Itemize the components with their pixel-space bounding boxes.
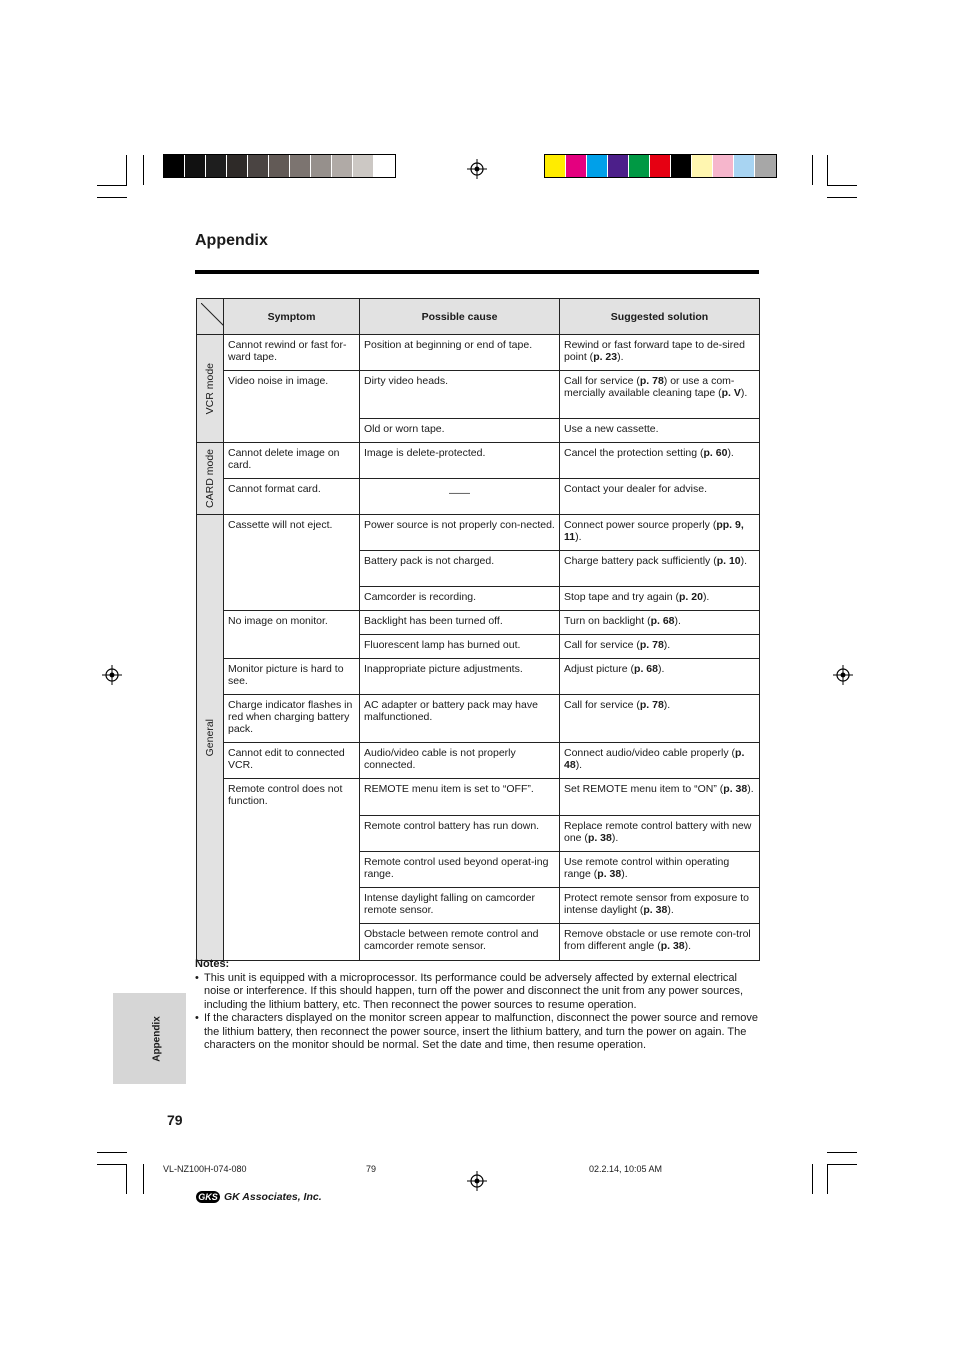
- crop-mark: [97, 185, 127, 186]
- color-swatch: [311, 155, 332, 177]
- color-swatch: [566, 155, 587, 177]
- header-symptom: Symptom: [224, 299, 360, 335]
- solution-cell: Cancel the protection setting (p. 60).: [560, 443, 760, 479]
- crop-mark: [827, 1164, 857, 1165]
- company-name: GK Associates, Inc.: [224, 1191, 322, 1203]
- registration-mark-icon: [833, 665, 853, 685]
- solution-cell: Replace remote control battery with new one (p. 38).: [560, 816, 760, 852]
- color-swatch: [587, 155, 608, 177]
- color-swatch: [269, 155, 290, 177]
- group-label-cell: [197, 443, 224, 515]
- solution-cell: Use a new cassette.: [560, 419, 760, 443]
- crop-mark: [827, 185, 857, 186]
- header-cause: Possible cause: [360, 299, 560, 335]
- color-swatch: [206, 155, 227, 177]
- color-swatch: [608, 155, 629, 177]
- cause-cell: Audio/video cable is not properly connected.: [360, 743, 560, 779]
- symptom-cell: Remote control does not function.: [224, 779, 360, 961]
- cause-cell: Remote control battery has run down.: [360, 816, 560, 852]
- cause-cell: REMOTE menu item is set to “OFF”.: [360, 779, 560, 816]
- color-swatch: [692, 155, 713, 177]
- cause-cell: [360, 479, 560, 515]
- cause-cell: Remote control used beyond operat-ing range.: [360, 852, 560, 888]
- color-swatch: [353, 155, 374, 177]
- cause-cell: Obstacle between remote control and camcorder remote sensor.: [360, 924, 560, 961]
- cause-cell: Power source is not properly con-nected.: [360, 515, 560, 551]
- registration-mark-icon: [467, 1171, 487, 1191]
- footer-file: VL-NZ100H-074-080: [163, 1164, 247, 1174]
- crop-mark: [143, 155, 144, 185]
- cause-cell: Position at beginning or end of tape.: [360, 335, 560, 371]
- table-row: [197, 659, 760, 695]
- note-item: • If the characters displayed on the monitor screen appear to malfunction, disconnect the power source and remove the lithium battery, then reconnect the power source, insert the lithium battery, and turn the power on again. The characters on the monitor should be normal. Set the date and time, then resume operation.: [195, 1012, 759, 1053]
- color-swatch: [650, 155, 671, 177]
- table-row: [197, 695, 760, 743]
- crop-mark: [812, 1164, 813, 1194]
- header-solution: Suggested solution: [560, 299, 760, 335]
- title-rule: [195, 270, 759, 274]
- symptom-cell: Monitor picture is hard to see.: [224, 659, 360, 695]
- symptom-cell: Cannot format card.: [224, 479, 360, 515]
- company-credit: [196, 1191, 322, 1203]
- color-swatch: [374, 155, 395, 177]
- color-swatch: [164, 155, 185, 177]
- color-swatch: [227, 155, 248, 177]
- table-corner: [197, 299, 224, 335]
- symptom-cell: Cannot rewind or fast for-ward tape.: [224, 335, 360, 371]
- cause-dash: ——: [449, 487, 470, 499]
- table-row: [197, 515, 760, 551]
- side-tab: [113, 993, 186, 1084]
- table-header-row: [197, 299, 760, 335]
- symptom-cell: Video noise in image.: [224, 371, 360, 443]
- solution-cell: Connect audio/video cable properly (p. 48).: [560, 743, 760, 779]
- solution-cell: Adjust picture (p. 68).: [560, 659, 760, 695]
- grayscale-color-bar: [163, 154, 396, 178]
- color-swatch: [290, 155, 311, 177]
- solution-cell: Call for service (p. 78).: [560, 695, 760, 743]
- group-label-cell: [197, 515, 224, 961]
- solution-cell: Connect power source properly (pp. 9, 11).: [560, 515, 760, 551]
- crop-mark: [97, 197, 127, 198]
- solution-cell: Contact your dealer for advise.: [560, 479, 760, 515]
- crop-mark: [126, 155, 127, 185]
- solution-cell: Rewind or fast forward tape to de-sired point (p. 23).: [560, 335, 760, 371]
- symptom-cell: Charge indicator flashes in red when charging battery pack.: [224, 695, 360, 743]
- solution-cell: Remove obstacle or use remote con-trol from different angle (p. 38).: [560, 924, 760, 961]
- group-label-cell: [197, 335, 224, 443]
- troubleshooting-table: [196, 298, 760, 961]
- solution-cell: Use remote control within operating range (p. 38).: [560, 852, 760, 888]
- color-swatch: [671, 155, 692, 177]
- symptom-cell: Cannot delete image on card.: [224, 443, 360, 479]
- symptom-cell: Cannot edit to connected VCR.: [224, 743, 360, 779]
- color-swatch: [713, 155, 734, 177]
- symptom-cell: No image on monitor.: [224, 611, 360, 659]
- crop-mark: [827, 155, 828, 185]
- solution-cell: Charge battery pack sufficiently (p. 10).: [560, 551, 760, 587]
- note-item: • This unit is equipped with a microprocessor. Its performance could be adversely affected by external electrical noise or interference. If this should happen, turn off the power and disconnect the unit from any power sources, including the lithium battery, etc. Then reconnect the power sources to resume operation.: [195, 972, 759, 1013]
- cause-cell: Image is delete-protected.: [360, 443, 560, 479]
- cause-cell: Battery pack is not charged.: [360, 551, 560, 587]
- solution-cell: Call for service (p. 78) or use a com-mercially available cleaning tape (p. V).: [560, 371, 760, 419]
- cause-cell: Fluorescent lamp has burned out.: [360, 635, 560, 659]
- color-swatch: [734, 155, 755, 177]
- crop-mark: [97, 1152, 127, 1153]
- cause-cell: Backlight has been turned off.: [360, 611, 560, 635]
- notes-heading: Notes:: [195, 958, 230, 970]
- solution-cell: Set REMOTE menu item to “ON” (p. 38).: [560, 779, 760, 816]
- color-swatch: [185, 155, 206, 177]
- solution-cell: Protect remote sensor from exposure to intense daylight (p. 38).: [560, 888, 760, 924]
- group-label: CARD mode: [204, 449, 216, 508]
- diagonal-line: [201, 303, 224, 330]
- crop-mark: [827, 1152, 857, 1153]
- solution-cell: Stop tape and try again (p. 20).: [560, 587, 760, 611]
- cause-cell: Intense daylight falling on camcorder remote sensor.: [360, 888, 560, 924]
- crop-mark: [97, 1164, 127, 1165]
- color-swatch: [629, 155, 650, 177]
- footer-datetime: 02.2.14, 10:05 AM: [589, 1164, 663, 1174]
- company-logo: GKS: [196, 1191, 220, 1203]
- crop-mark: [143, 1164, 144, 1194]
- registration-mark-icon: [467, 159, 487, 179]
- table-row: [197, 611, 760, 635]
- color-swatch: [545, 155, 566, 177]
- process-color-bar: [544, 154, 777, 178]
- cause-cell: AC adapter or battery pack may have malfunctioned.: [360, 695, 560, 743]
- cause-cell: Camcorder is recording.: [360, 587, 560, 611]
- page-number: 79: [167, 1112, 183, 1128]
- group-label: VCR mode: [204, 362, 216, 415]
- crop-mark: [827, 197, 857, 198]
- table-row: [197, 335, 760, 371]
- cause-cell: Old or worn tape.: [360, 419, 560, 443]
- crop-mark: [126, 1164, 127, 1194]
- color-swatch: [248, 155, 269, 177]
- cause-cell: Dirty video heads.: [360, 371, 560, 419]
- cause-cell: Inappropriate picture adjustments.: [360, 659, 560, 695]
- table-row: [197, 371, 760, 419]
- table-row: [197, 779, 760, 816]
- symptom-cell: Cassette will not eject.: [224, 515, 360, 611]
- table-row: [197, 743, 760, 779]
- solution-cell: Turn on backlight (p. 68).: [560, 611, 760, 635]
- crop-mark: [812, 155, 813, 185]
- group-label: General: [204, 718, 216, 757]
- table-row: [197, 479, 760, 515]
- crop-mark: [827, 1164, 828, 1194]
- footer-page: 79: [366, 1164, 377, 1174]
- color-swatch: [332, 155, 353, 177]
- table-row: [197, 443, 760, 479]
- color-swatch: [755, 155, 776, 177]
- solution-cell: Call for service (p. 78).: [560, 635, 760, 659]
- notes: [195, 958, 759, 1053]
- side-tab-label: Appendix: [151, 1016, 163, 1062]
- registration-mark-icon: [102, 665, 122, 685]
- page-title: Appendix: [195, 232, 268, 249]
